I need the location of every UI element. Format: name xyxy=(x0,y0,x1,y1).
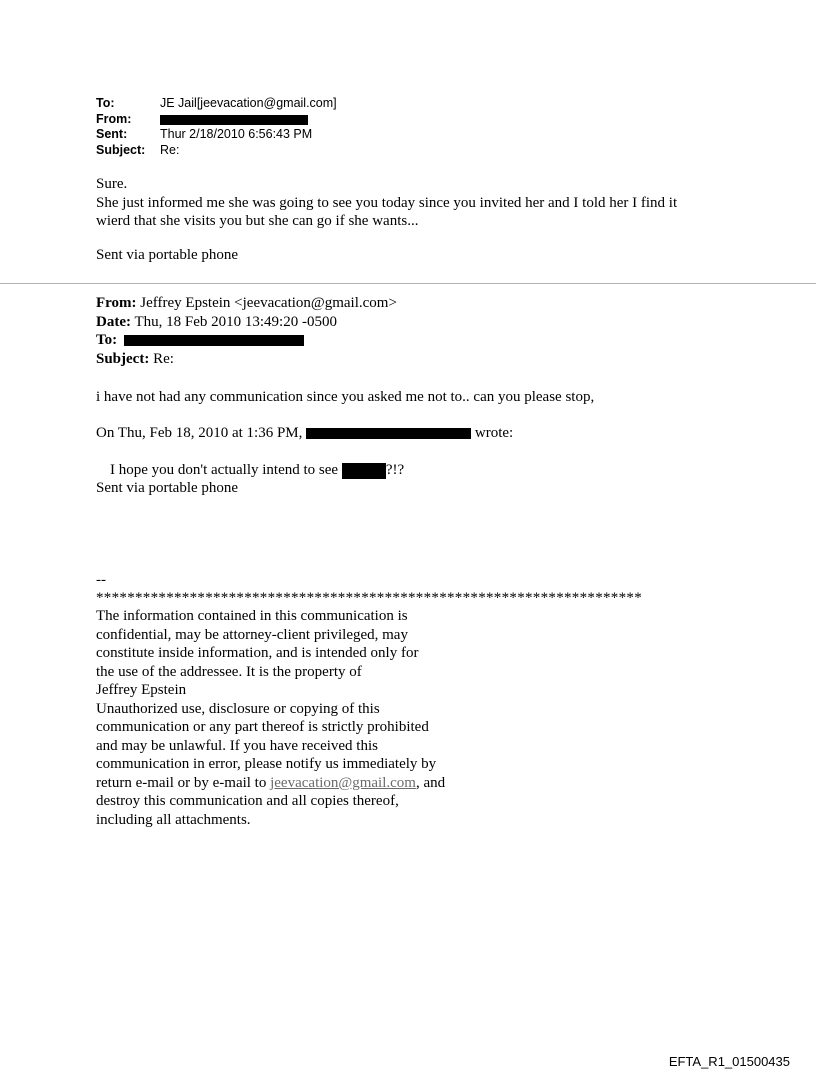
redaction-bar xyxy=(160,115,308,125)
from-value xyxy=(160,112,308,128)
quote-prefix: I hope you don't actually intend to see xyxy=(110,462,339,478)
attribution-prefix: On Thu, Feb 18, 2010 at 1:36 PM, xyxy=(96,425,303,441)
quoted-from-label: From: xyxy=(96,295,137,311)
redaction-bar xyxy=(306,428,471,439)
quoted-to-label: To: xyxy=(96,332,118,348)
notice-line: The information contained in this communication is xyxy=(96,608,408,624)
header-subject-row xyxy=(96,143,337,159)
quoted-body: i have not had any communication since you asked me not to.. can you please stop, xyxy=(96,389,595,405)
quoted-from-value: Jeffrey Epstein <jeevacation@gmail.com> xyxy=(140,295,397,311)
quoted-date-row xyxy=(96,313,397,332)
quoted-date-label: Date: xyxy=(96,313,131,330)
message-body xyxy=(96,175,736,231)
attribution-line xyxy=(96,424,513,443)
notice-line: confidential, may be attorney-client privileged, may xyxy=(96,626,408,643)
quoted-text xyxy=(110,461,404,480)
quoted-subject-value: Re: xyxy=(153,350,174,367)
notice-line: including all attachments. xyxy=(96,811,251,828)
to-label: To: xyxy=(96,96,115,110)
notice-line: destroy this communication and all copies thereof, xyxy=(96,793,399,809)
email-link[interactable]: jeevacation@gmail.com xyxy=(270,774,416,791)
from-label: From: xyxy=(96,111,132,126)
email-header xyxy=(96,96,337,158)
redaction-bar xyxy=(342,463,386,479)
header-to-row xyxy=(96,96,337,112)
quoted-date-value: Thu, 18 Feb 2010 13:49:20 -0500 xyxy=(134,313,337,330)
notice-line: Unauthorized use, disclosure or copying of this xyxy=(96,700,380,717)
quote-suffix: ?!? xyxy=(385,462,405,478)
notice-line: communication in error, please notify us immediately by xyxy=(96,756,437,772)
header-from-row xyxy=(96,112,337,128)
confidentiality-notice xyxy=(96,607,476,829)
quoted-from-row xyxy=(96,294,397,313)
quoted-subject-row xyxy=(96,350,397,369)
document-id: EFTA_R1_01500435 xyxy=(668,1054,790,1069)
sent-label: Sent: xyxy=(96,127,128,141)
notice-line: and may be unlawful. If you have received this xyxy=(96,737,378,754)
subject-value: Re: xyxy=(160,142,180,157)
notice-line: the use of the addressee. It is the property of xyxy=(96,663,362,680)
attribution-suffix: wrote: xyxy=(474,425,514,441)
sent-value: Thur 2/18/2010 6:56:43 PM xyxy=(160,127,313,141)
quoted-header xyxy=(96,294,397,368)
notice-line: Jeffrey Epstein xyxy=(96,682,187,698)
asterisk-divider: ********************************************************************** xyxy=(96,590,642,606)
message-signature: Sent via portable phone xyxy=(96,247,239,263)
redaction-bar xyxy=(124,335,304,346)
return-suffix: , and xyxy=(415,774,446,791)
message-line: wierd that she visits you but she can go if she wants... xyxy=(96,213,419,229)
quoted-signature: Sent via portable phone xyxy=(96,480,239,496)
notice-line xyxy=(96,774,476,793)
header-sent-row xyxy=(96,127,337,143)
to-value: JE Jail[jeevacation@gmail.com] xyxy=(160,96,337,110)
divider xyxy=(0,283,816,284)
signature-separator: -- xyxy=(96,572,106,588)
quoted-subject-label: Subject: xyxy=(96,350,150,367)
subject-label: Subject: xyxy=(96,142,146,157)
quoted-to-row xyxy=(96,331,397,350)
message-line: Sure. xyxy=(96,176,128,192)
return-prefix: return e-mail or by e-mail to xyxy=(96,774,267,791)
notice-line: constitute inside information, and is intended only for xyxy=(96,645,419,661)
notice-line: communication or any part thereof is strictly prohibited xyxy=(96,719,429,735)
message-line: She just informed me she was going to see you today since you invited her and I told her I find it xyxy=(96,194,678,211)
